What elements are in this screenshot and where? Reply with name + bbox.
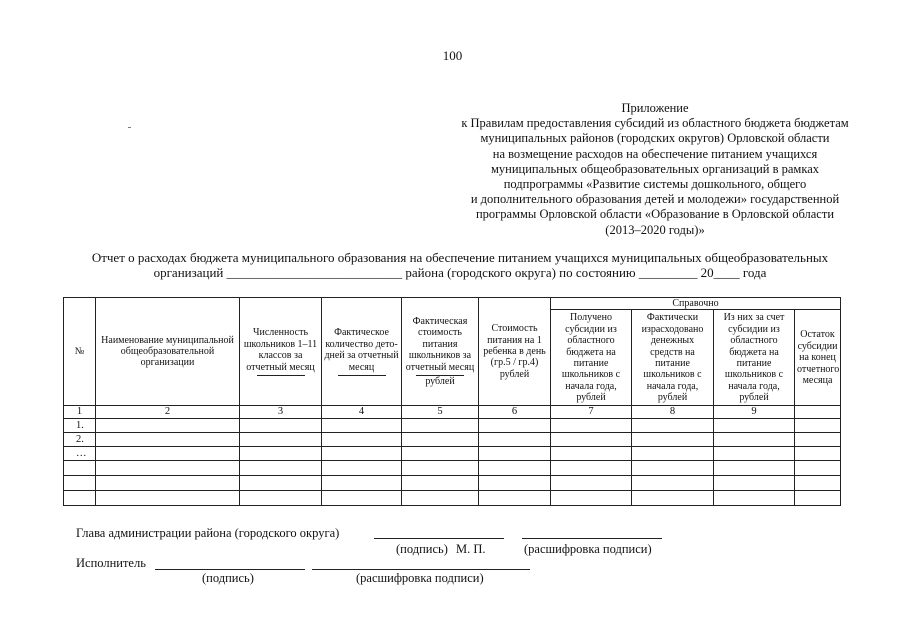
table-cell: [551, 446, 632, 460]
header-child-days: [322, 298, 402, 406]
table-cell: [714, 418, 795, 432]
table-cell: [479, 418, 551, 432]
header-from-subsidy: Из них за счет субсидии из областного бюджета на питание школьников с начала года, рублей: [714, 310, 795, 406]
table-cell: [795, 460, 841, 475]
table-cell: [240, 460, 322, 475]
table-cell: [322, 475, 402, 490]
stamp-label: М. П.: [456, 542, 486, 556]
header-cost-per-child-text: Стоимость питания на 1 ребенка в день (гр.5 / гр.4) рублей: [483, 323, 546, 380]
header-child-days-text: Фактическое количество дето-дней за отчетный месяц: [324, 327, 399, 373]
table-cell: [714, 460, 795, 475]
appendix-title: Приложение: [621, 101, 689, 115]
column-number: 8: [632, 406, 714, 418]
table-cell: [96, 418, 240, 432]
underline: [338, 375, 386, 376]
header-reference-group: Справочно: [551, 298, 841, 310]
table-row: [64, 418, 841, 432]
scan-dot: [128, 127, 131, 128]
table-cell: [322, 418, 402, 432]
appendix-line: муниципальных общеобразовательных организаций в рамках: [491, 161, 819, 176]
table-cell: [402, 475, 479, 490]
column-number: [795, 406, 841, 418]
header-balance: Остаток субсидии на конец отчетного месяца: [795, 310, 841, 406]
head-signature-caption: (подпись): [396, 542, 448, 556]
executor-signature-line: [155, 569, 305, 570]
table-cell: [322, 446, 402, 460]
table-cell: [551, 418, 632, 432]
head-decode-line: [522, 538, 662, 539]
table-cell: [240, 475, 322, 490]
table-row: [64, 432, 841, 446]
header-actual-spent: Фактически израсходовано денежных средств на питание школьников с начала года, рублей: [632, 310, 714, 406]
column-number: 4: [322, 406, 402, 418]
header-subsidy-received: Получено субсидии из областного бюджета на питание школьников с начала года, рублей: [551, 310, 632, 406]
table-cell: [795, 475, 841, 490]
appendix-line: программы Орловской области «Образование в Орловской области: [475, 207, 835, 222]
appendix-line: на возмещение расходов на обеспечение питанием учащихся: [492, 146, 818, 161]
table-cell: [322, 432, 402, 446]
underline: [257, 375, 305, 376]
table-cell: [96, 490, 240, 505]
column-number: 6: [479, 406, 551, 418]
executor-signature-caption: (подпись): [202, 571, 254, 585]
report-title-line-2: организаций ___________________________ района (городского округа) по состоянию _________ 20____ года: [153, 265, 767, 280]
header-number: №: [64, 298, 96, 406]
column-number: 3: [240, 406, 322, 418]
header-actual-cost-text: Фактическая стоимость питания школьников за отчетный месяц: [405, 315, 475, 373]
table-cell: [714, 475, 795, 490]
table-cell: [402, 460, 479, 475]
appendix-line: подпрограммы «Развитие системы дошкольного, общего: [503, 177, 807, 192]
table-cell: [795, 418, 841, 432]
executor-decode-caption: (расшифровка подписи): [356, 571, 484, 585]
column-number: 5: [402, 406, 479, 418]
table-cell: [479, 460, 551, 475]
column-number: 2: [96, 406, 240, 418]
table-row: [64, 475, 841, 490]
table-cell: [551, 460, 632, 475]
table-cell: [479, 432, 551, 446]
table-cell: [96, 432, 240, 446]
table-cell: [64, 460, 96, 475]
table-cell: [64, 490, 96, 505]
table-cell: [96, 475, 240, 490]
table-cell: [795, 446, 841, 460]
appendix-line: и дополнительного образования детей и молодежи» государственной: [470, 192, 840, 207]
table-cell: [240, 432, 322, 446]
table-cell: [551, 475, 632, 490]
table-cell: [402, 446, 479, 460]
table-cell: [551, 432, 632, 446]
table-cell: [795, 432, 841, 446]
appendix-block: [435, 101, 875, 238]
row-label: 1.: [64, 418, 96, 432]
table-cell: [632, 418, 714, 432]
column-number: 1: [64, 406, 96, 418]
appendix-line: к Правилам предоставления субсидий из областного бюджета бюджетам: [461, 116, 849, 131]
table-cell: [402, 418, 479, 432]
row-label: …: [64, 446, 96, 460]
table-cell: [714, 432, 795, 446]
report-table: [63, 297, 841, 506]
table-cell: [632, 490, 714, 505]
table-cell: [322, 460, 402, 475]
table-cell: [96, 446, 240, 460]
table-cell: [551, 490, 632, 505]
table-cell: [402, 490, 479, 505]
appendix-line: муниципальных районов (городских округов) Орловской области: [480, 131, 830, 146]
head-of-administration-label: Глава администрации района (городского округа): [76, 526, 340, 540]
header-students-text: Численность школьников 1–11 классов за отчетный месяц: [243, 327, 318, 373]
table-row: [64, 490, 841, 505]
table-cell: [479, 475, 551, 490]
table-cell: [64, 475, 96, 490]
header-cost-per-child: [479, 298, 551, 406]
page-number: 100: [442, 48, 463, 63]
table-cell: [479, 490, 551, 505]
executor-decode-line: [312, 569, 530, 570]
table-cell: [240, 418, 322, 432]
report-title-line-1: Отчет о расходах бюджета муниципального образования на обеспечение питанием учащихся муниципальных общеобразовательных: [91, 250, 829, 265]
header-organization-text: Наименование муниципальной общеобразовательной организации: [101, 334, 234, 369]
executor-label: Исполнитель: [76, 556, 146, 570]
table-cell: [714, 490, 795, 505]
table-row: [64, 460, 841, 475]
header-students: [240, 298, 322, 406]
table-cell: [632, 475, 714, 490]
head-decode-caption: (расшифровка подписи): [524, 542, 652, 556]
appendix-line: (2013–2020 годы)»: [605, 222, 705, 237]
head-signature-line: [374, 538, 504, 539]
report-title: [40, 250, 880, 280]
table-cell: [240, 490, 322, 505]
row-label: 2.: [64, 432, 96, 446]
table-cell: [240, 446, 322, 460]
header-organization: [96, 298, 240, 406]
table-cell: [402, 432, 479, 446]
table-cell: [479, 446, 551, 460]
table-cell: [632, 432, 714, 446]
column-number: 7: [551, 406, 632, 418]
table-cell: [632, 460, 714, 475]
header-actual-cost-unit: рублей: [425, 376, 455, 388]
header-actual-cost: [402, 298, 479, 406]
table-cell: [96, 460, 240, 475]
table-cell: [795, 490, 841, 505]
table-cell: [322, 490, 402, 505]
table-row: [64, 446, 841, 460]
table-cell: [632, 446, 714, 460]
column-number: 9: [714, 406, 795, 418]
table-cell: [714, 446, 795, 460]
